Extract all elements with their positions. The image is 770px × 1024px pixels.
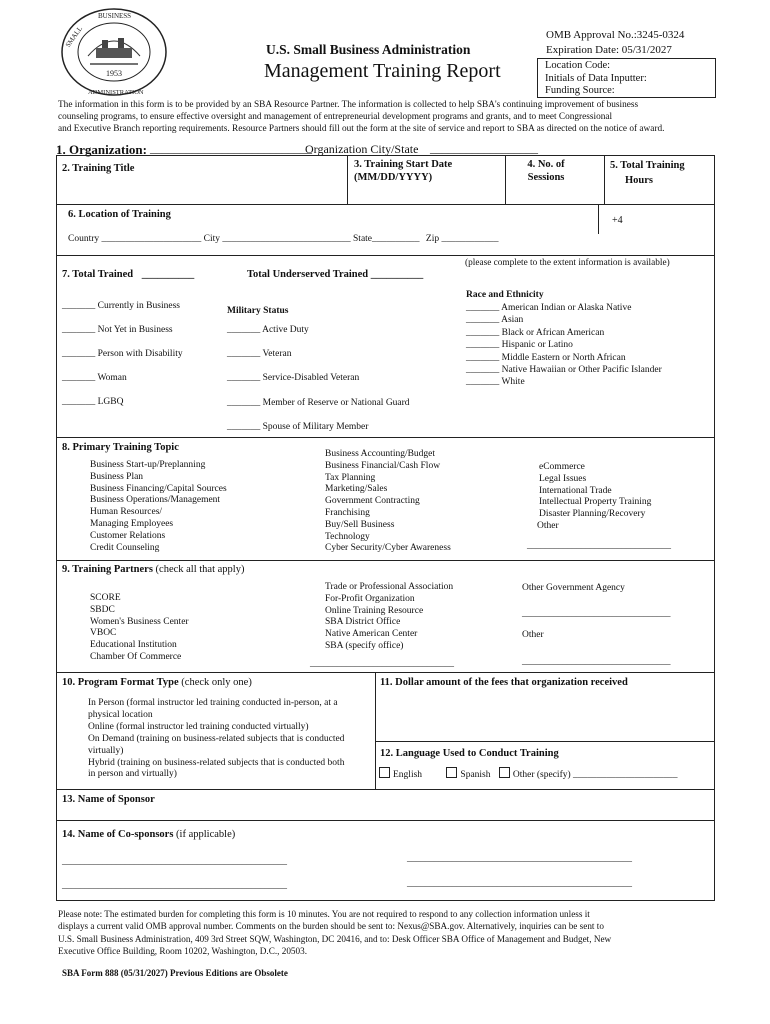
format-in-person-cont: physical location	[88, 709, 153, 720]
list-item[interactable]: eCommerce	[539, 462, 585, 472]
plus4-label: +4	[612, 215, 623, 226]
burden-line: displays a current valid OMB approval number. Comments on the burden should be sent to: Nexus@SBA.gov. Alternatively, inquiries can be sent to	[58, 921, 604, 932]
format-label	[62, 677, 252, 688]
cosponsor-title: 14. Name of Co-sponsors	[62, 829, 174, 840]
start-date-label	[354, 158, 452, 184]
state-label: State	[353, 234, 373, 244]
list-item[interactable]: _______ Veteran	[227, 349, 292, 360]
underserved-text: Total Underserved Trained	[247, 269, 369, 280]
cosponsor-sub: (if applicable)	[176, 829, 236, 840]
intro-text	[58, 99, 728, 136]
list-item[interactable]: Technology	[325, 531, 370, 542]
spanish-checkbox[interactable]	[446, 767, 457, 778]
list-item[interactable]: Credit Counseling	[90, 542, 160, 553]
training-topic-label: 8. Primary Training Topic	[62, 442, 179, 453]
partners-col1	[90, 593, 189, 664]
list-item[interactable]: Business Start-up/Preplanning	[90, 460, 206, 470]
list-item[interactable]: Intellectual Property Training	[539, 497, 652, 508]
list-item[interactable]: For-Profit Organization	[325, 593, 415, 604]
org-city-state-label: Organization City/State	[305, 142, 419, 156]
training-title-input[interactable]	[62, 178, 342, 202]
other-language-label: Other (specify)	[512, 770, 571, 780]
list-item[interactable]: Chamber Of Commerce	[90, 651, 182, 662]
list-item[interactable]: Other	[537, 520, 559, 531]
list-item[interactable]: _______ Active Duty	[227, 325, 309, 335]
total-hours-line2: Hours	[625, 175, 654, 186]
location-fields	[68, 234, 498, 244]
english-checkbox[interactable]	[379, 767, 390, 778]
format-options	[88, 698, 344, 781]
list-item[interactable]: Native American Center	[325, 629, 418, 640]
other-language-input[interactable]: ______________________	[573, 770, 678, 780]
list-item[interactable]: _______ Middle Eastern or North African	[466, 352, 626, 363]
list-item[interactable]: _______ American Indian or Alaska Native	[466, 303, 632, 313]
total-hours-label	[610, 158, 685, 188]
zip-input[interactable]: ____________	[441, 234, 499, 244]
language-label: 12. Language Used to Conduct Training	[380, 748, 559, 759]
total-trained-input[interactable]: __________	[141, 269, 195, 280]
svg-text:ADMINISTRATION: ADMINISTRATION	[88, 89, 144, 96]
intro-line: The information in this form is to be provided by an SBA Resource Partner. The information is collected to help SBA's continuing improvement of business	[58, 100, 639, 110]
topic-col2	[325, 449, 451, 555]
list-item[interactable]: _______ Native Hawaiian or Other Pacific Islander	[466, 365, 662, 376]
topic-other-input[interactable]: ________________________________	[527, 540, 671, 550]
format-hybrid-cont: in person and virtually)	[88, 769, 177, 780]
other-partner-input[interactable]: _________________________________	[522, 656, 671, 666]
location-label: 6. Location of Training	[68, 209, 171, 220]
city-input[interactable]: ___________________________	[222, 234, 351, 244]
page-title: Management Training Report	[264, 60, 501, 82]
format-hybrid[interactable]: Hybrid (training on business-related subjects that is conducted both	[88, 757, 345, 768]
list-item[interactable]: _______ Not Yet in Business	[62, 325, 173, 335]
list-item[interactable]: Customer Relations	[90, 530, 166, 541]
list-item[interactable]: Business Operations/Management	[90, 495, 221, 506]
other-gov-input[interactable]: _________________________________	[522, 608, 671, 618]
list-item[interactable]: Disaster Planning/Recovery	[539, 509, 646, 520]
topic-col3	[539, 462, 651, 533]
list-item[interactable]: Business Plan	[90, 471, 144, 482]
burden-line: U.S. Small Business Administration, 409 3rd Street SQW, Washington, DC 20416, and to: Desk Officer SBA Office of Management and Budget, New	[58, 933, 612, 944]
list-item[interactable]: Business Financial/Cash Flow	[325, 460, 441, 471]
english-label: English	[393, 770, 423, 780]
list-item[interactable]: Government Contracting	[325, 496, 420, 507]
expiration-date: Expiration Date: 05/31/2027	[546, 44, 672, 56]
race-list	[466, 302, 662, 389]
cosponsor-input-2[interactable]: __________________________________________________	[407, 853, 632, 863]
list-item[interactable]: Business Accounting/Budget	[325, 449, 436, 459]
list-item[interactable]: _______ Spouse of Military Member	[227, 421, 369, 432]
funding-source-field[interactable]: Funding Source:	[545, 85, 615, 96]
burden-line: Executive Office Building, Room 10202, Washington, D.C., 20503.	[58, 946, 308, 957]
organization-input[interactable]: ___________________________	[150, 141, 312, 155]
format-in-person[interactable]: In Person (formal instructor led training conducted in-person, at a	[88, 698, 338, 708]
partners-title: 9. Training Partners	[62, 564, 153, 575]
list-item[interactable]: _______ Hispanic or Latino	[466, 340, 573, 351]
cosponsor-input-1[interactable]: __________________________________________________	[62, 856, 287, 866]
list-item[interactable]: _______ Woman	[62, 373, 127, 383]
list-item[interactable]: Franchising	[325, 507, 370, 518]
partners-sub: (check all that apply)	[155, 564, 245, 575]
other-gov-label[interactable]: Other Government Agency	[522, 583, 625, 593]
format-on-demand[interactable]: On Demand (training on business-related subjects that is conducted	[88, 733, 345, 744]
list-item[interactable]: Tax Planning	[325, 472, 376, 483]
spanish-label: Spanish	[460, 770, 491, 780]
format-on-demand-cont: virtually)	[88, 745, 124, 756]
intro-line: counseling programs, to ensure effective oversight and management of entrepreneurial development programs and grants, and to meet Congressional	[58, 112, 613, 123]
total-trained-text: 7. Total Trained	[62, 269, 134, 280]
sponsor-label: 13. Name of Sponsor	[62, 794, 155, 805]
list-item[interactable]: Online Training Resource	[325, 605, 424, 616]
format-title: 10. Program Format Type	[62, 677, 179, 688]
zip-label: Zip	[425, 234, 440, 244]
cosponsor-input-4[interactable]: __________________________________________________	[407, 878, 632, 888]
language-options	[379, 767, 678, 780]
agency-name: U.S. Small Business Administration	[266, 42, 471, 57]
total-trained-label	[62, 269, 194, 280]
total-hours-line1: 5. Total Training	[610, 160, 685, 171]
sessions-line1: 4. No. of	[527, 159, 565, 170]
format-online[interactable]: Online (formal instructor led training conducted virtually)	[88, 721, 309, 732]
burden-line: Please note: The estimated burden for completing this form is 10 minutes. You are not required to respond to any collection information unless it	[58, 909, 590, 919]
cosponsor-label	[62, 829, 235, 840]
svg-text:BUSINESS: BUSINESS	[98, 12, 132, 20]
list-item[interactable]: Educational Institution	[90, 640, 177, 651]
omb-number: OMB Approval No.:3245-0324	[546, 29, 685, 41]
underserved-label	[247, 269, 423, 280]
list-item[interactable]: SBA District Office	[325, 617, 401, 628]
location-code-field[interactable]: Location Code:	[545, 60, 611, 71]
sessions-label	[512, 158, 580, 184]
list-item[interactable]: Managing Employees	[90, 518, 174, 529]
list-item[interactable]: Marketing/Sales	[325, 484, 388, 495]
intro-line: and Executive Branch reporting requirements. Resource Partners should fill out the form at the site of service and report to SBA as directed on the notice of award.	[58, 124, 665, 135]
svg-text:SMALL: SMALL	[63, 24, 85, 49]
state-input[interactable]: __________	[372, 234, 420, 244]
list-item[interactable]: _______ White	[466, 377, 525, 388]
sessions-line2: Sessions	[527, 172, 565, 183]
list-item[interactable]: VBOC	[90, 628, 117, 639]
list-item[interactable]: Legal Issues	[539, 473, 587, 484]
underserved-input[interactable]: __________	[370, 269, 424, 280]
initials-field[interactable]: Initials of Data Inputter:	[545, 73, 647, 84]
fees-label: 11. Dollar amount of the fees that organization received	[380, 677, 628, 688]
list-item[interactable]: International Trade	[539, 485, 612, 496]
list-item[interactable]: SBA (specify office)	[325, 640, 404, 651]
list-item[interactable]: Women's Business Center	[90, 616, 189, 627]
other-partner-label[interactable]: Other	[522, 630, 544, 640]
start-date-line2: (MM/DD/YYYY)	[354, 172, 433, 183]
topic-col1	[90, 460, 227, 554]
list-item[interactable]: Human Resources/	[90, 507, 163, 518]
organization-label: 1. Organization:	[56, 142, 147, 157]
list-item[interactable]: _______ Service-Disabled Veteran	[227, 373, 360, 384]
list-item[interactable]: _______ Person with Disability	[62, 349, 183, 359]
format-sub: (check only one)	[181, 677, 252, 688]
start-date-line1: 3. Training Start Date	[354, 159, 453, 170]
partners-col2	[325, 582, 453, 653]
status-list	[62, 294, 183, 414]
military-title: Military Status	[227, 306, 289, 316]
other-language-checkbox[interactable]	[499, 767, 510, 778]
country-input[interactable]: _____________________	[101, 234, 202, 244]
sba-seal	[58, 6, 170, 98]
partners-label	[62, 564, 244, 575]
list-item[interactable]: _______ Black or African American	[466, 327, 605, 338]
city-label: City	[203, 234, 221, 244]
form-id: SBA Form 888 (05/31/2027) Previous Editions are Obsolete	[62, 968, 288, 978]
list-item[interactable]: Buy/Sell Business	[325, 519, 395, 530]
list-item[interactable]: Trade or Professional Association	[325, 582, 454, 592]
burden-statement	[58, 908, 704, 958]
org-city-state-input[interactable]: __________________	[430, 141, 538, 155]
list-item[interactable]: _______ Currently in Business	[62, 301, 180, 311]
list-item[interactable]: _______ LGBQ	[62, 397, 124, 407]
demographics-note: (please complete to the extent information is available)	[465, 258, 670, 268]
list-item[interactable]: Business Financing/Capital Sources	[90, 483, 227, 494]
country-label: Country	[68, 234, 100, 244]
svg-text:1953: 1953	[106, 69, 122, 78]
race-title: Race and Ethnicity	[466, 290, 544, 300]
military-list	[227, 318, 410, 439]
fees-input[interactable]	[380, 693, 708, 737]
cosponsor-input-3[interactable]: __________________________________________________	[62, 880, 287, 890]
list-item[interactable]: _______ Member of Reserve or National Guard	[227, 397, 410, 408]
list-item[interactable]: Cyber Security/Cyber Awareness	[325, 543, 451, 554]
training-title-label: 2. Training Title	[62, 163, 135, 174]
list-item[interactable]: SBDC	[90, 604, 115, 615]
sba-office-input[interactable]: ________________________________	[310, 658, 454, 668]
list-item[interactable]: SCORE	[90, 593, 121, 603]
list-item[interactable]: _______ Asian	[466, 315, 524, 326]
